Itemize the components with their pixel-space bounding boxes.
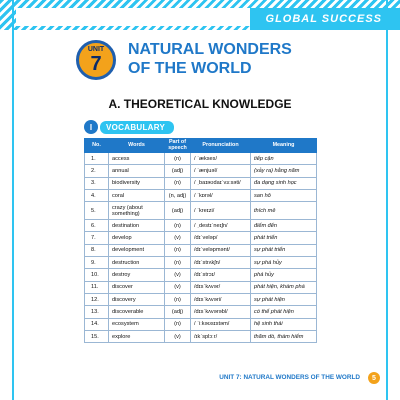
cell-part-of-speech: (n) (165, 293, 191, 305)
cell-no: 8. (85, 244, 109, 256)
footer (200, 372, 400, 384)
cell-word: ecosystem (109, 318, 165, 330)
cell-meaning: (xảy ra) hằng năm (251, 165, 317, 177)
cell-part-of-speech: (n) (165, 244, 191, 256)
cell-pronunciation: /dɪsˈkʌvəri/ (191, 293, 251, 305)
cell-pronunciation: / ˈækses/ (191, 153, 251, 165)
cell-word: destruction (109, 257, 165, 269)
cell-word: development (109, 244, 165, 256)
table-row (85, 177, 317, 189)
cell-pronunciation: /dɪsˈkʌvər/ (191, 281, 251, 293)
cell-part-of-speech: (v) (165, 281, 191, 293)
cell-part-of-speech: (v) (165, 330, 191, 342)
table-row (85, 153, 317, 165)
cell-word: annual (109, 165, 165, 177)
header-pronunciation: Pronunciation (191, 139, 251, 153)
cell-pronunciation: /dɪˈstrɔɪ/ (191, 269, 251, 281)
unit-number: 7 (90, 53, 102, 75)
section-title: A. THEORETICAL KNOWLEDGE (108, 97, 292, 111)
table-body (85, 153, 317, 343)
cell-pronunciation: /dɪˈveləpmənt/ (191, 244, 251, 256)
cell-meaning: có thể phát hiện (251, 306, 317, 318)
cell-part-of-speech: (n) (165, 318, 191, 330)
cell-pronunciation: / ˌdestɪˈneɪʃn/ (191, 220, 251, 232)
cell-word: discovery (109, 293, 165, 305)
cell-no: 5. (85, 202, 109, 220)
cell-no: 3. (85, 177, 109, 189)
cell-part-of-speech: (adj) (165, 306, 191, 318)
cell-no: 11. (85, 281, 109, 293)
table-row (85, 165, 317, 177)
cell-no: 6. (85, 220, 109, 232)
cell-meaning: thăm dò, thám hiểm (251, 330, 317, 342)
table-row (85, 202, 317, 220)
cell-part-of-speech: (adj) (165, 165, 191, 177)
cell-no: 15. (85, 330, 109, 342)
footer-text: UNIT 7: NATURAL WONDERS OF THE WORLD (219, 374, 360, 381)
table-row (85, 269, 317, 281)
cell-meaning: hệ sinh thái (251, 318, 317, 330)
vocabulary-table (84, 138, 317, 343)
unit-title-line-1: NATURAL WONDERS (128, 41, 292, 58)
cell-word: discoverable (109, 306, 165, 318)
cell-word: coral (109, 189, 165, 201)
cell-word: destination (109, 220, 165, 232)
cell-no: 10. (85, 269, 109, 281)
cell-word: develop (109, 232, 165, 244)
cell-meaning: đa dạng sinh học (251, 177, 317, 189)
table-row (85, 232, 317, 244)
table-row (85, 306, 317, 318)
cell-meaning: sự phá hủy (251, 257, 317, 269)
cell-word: access (109, 153, 165, 165)
cell-meaning: phát triển (251, 232, 317, 244)
cell-no: 13. (85, 306, 109, 318)
table-row (85, 281, 317, 293)
table-row (85, 220, 317, 232)
cell-meaning: san hô (251, 189, 317, 201)
cell-pronunciation: / ˈkɒrəl/ (191, 189, 251, 201)
cell-no: 12. (85, 293, 109, 305)
cell-pronunciation: / ˈænjuəl/ (191, 165, 251, 177)
cell-meaning: tiếp cận (251, 153, 317, 165)
unit-title (128, 40, 328, 78)
vocabulary-number: I (84, 120, 98, 134)
cell-no: 2. (85, 165, 109, 177)
cell-pronunciation: /dɪˈstrʌkʃn/ (191, 257, 251, 269)
cell-no: 1. (85, 153, 109, 165)
cell-part-of-speech: (n) (165, 220, 191, 232)
unit-badge (76, 40, 116, 80)
cell-pronunciation: / ˈiːkəʊsɪstəm/ (191, 318, 251, 330)
cell-pronunciation: / ˌbaɪəʊdaɪˈvɜːsəti/ (191, 177, 251, 189)
cell-part-of-speech: (v) (165, 232, 191, 244)
page-number: 5 (368, 372, 380, 384)
table-row (85, 189, 317, 201)
brand-label: GLOBAL SUCCESS (250, 8, 400, 30)
left-border (12, 0, 14, 400)
cell-meaning: phá hủy (251, 269, 317, 281)
cell-part-of-speech: (adj) (165, 202, 191, 220)
table-row (85, 318, 317, 330)
table-row (85, 244, 317, 256)
right-border (386, 0, 388, 400)
cell-word: explore (109, 330, 165, 342)
cell-meaning: điểm đến (251, 220, 317, 232)
table-row (85, 293, 317, 305)
cell-pronunciation: /dɪsˈkʌvərəbl/ (191, 306, 251, 318)
header-part-of-speech: Part of speech (165, 139, 191, 153)
vocabulary-label: VOCABULARY (100, 121, 174, 134)
cell-word: destroy (109, 269, 165, 281)
cell-part-of-speech: (n, adj) (165, 189, 191, 201)
cell-no: 14. (85, 318, 109, 330)
cell-pronunciation: / ˈkreɪzi/ (191, 202, 251, 220)
cell-meaning: sự phát triển (251, 244, 317, 256)
table-row (85, 257, 317, 269)
cell-meaning: phát hiện, khám phá (251, 281, 317, 293)
cell-no: 7. (85, 232, 109, 244)
cell-part-of-speech: (n) (165, 177, 191, 189)
cell-pronunciation: /ɪkˈsplɔːr/ (191, 330, 251, 342)
unit-label: UNIT (87, 46, 105, 53)
header-meaning: Meaning (251, 139, 317, 153)
cell-part-of-speech: (n) (165, 257, 191, 269)
unit-title-line-2: OF THE WORLD (128, 60, 252, 77)
cell-word: biodiversity (109, 177, 165, 189)
cell-pronunciation: /dɪˈveləp/ (191, 232, 251, 244)
table-header-row (85, 139, 317, 153)
cell-meaning: sự phát hiện (251, 293, 317, 305)
cell-word: crazy (about something) (109, 202, 165, 220)
cell-part-of-speech: (v) (165, 269, 191, 281)
cell-word: discover (109, 281, 165, 293)
cell-no: 4. (85, 189, 109, 201)
cell-meaning: thích mê (251, 202, 317, 220)
header-words: Words (109, 139, 165, 153)
cell-no: 9. (85, 257, 109, 269)
cell-part-of-speech: (n) (165, 153, 191, 165)
header-no: No. (85, 139, 109, 153)
table-row (85, 330, 317, 342)
